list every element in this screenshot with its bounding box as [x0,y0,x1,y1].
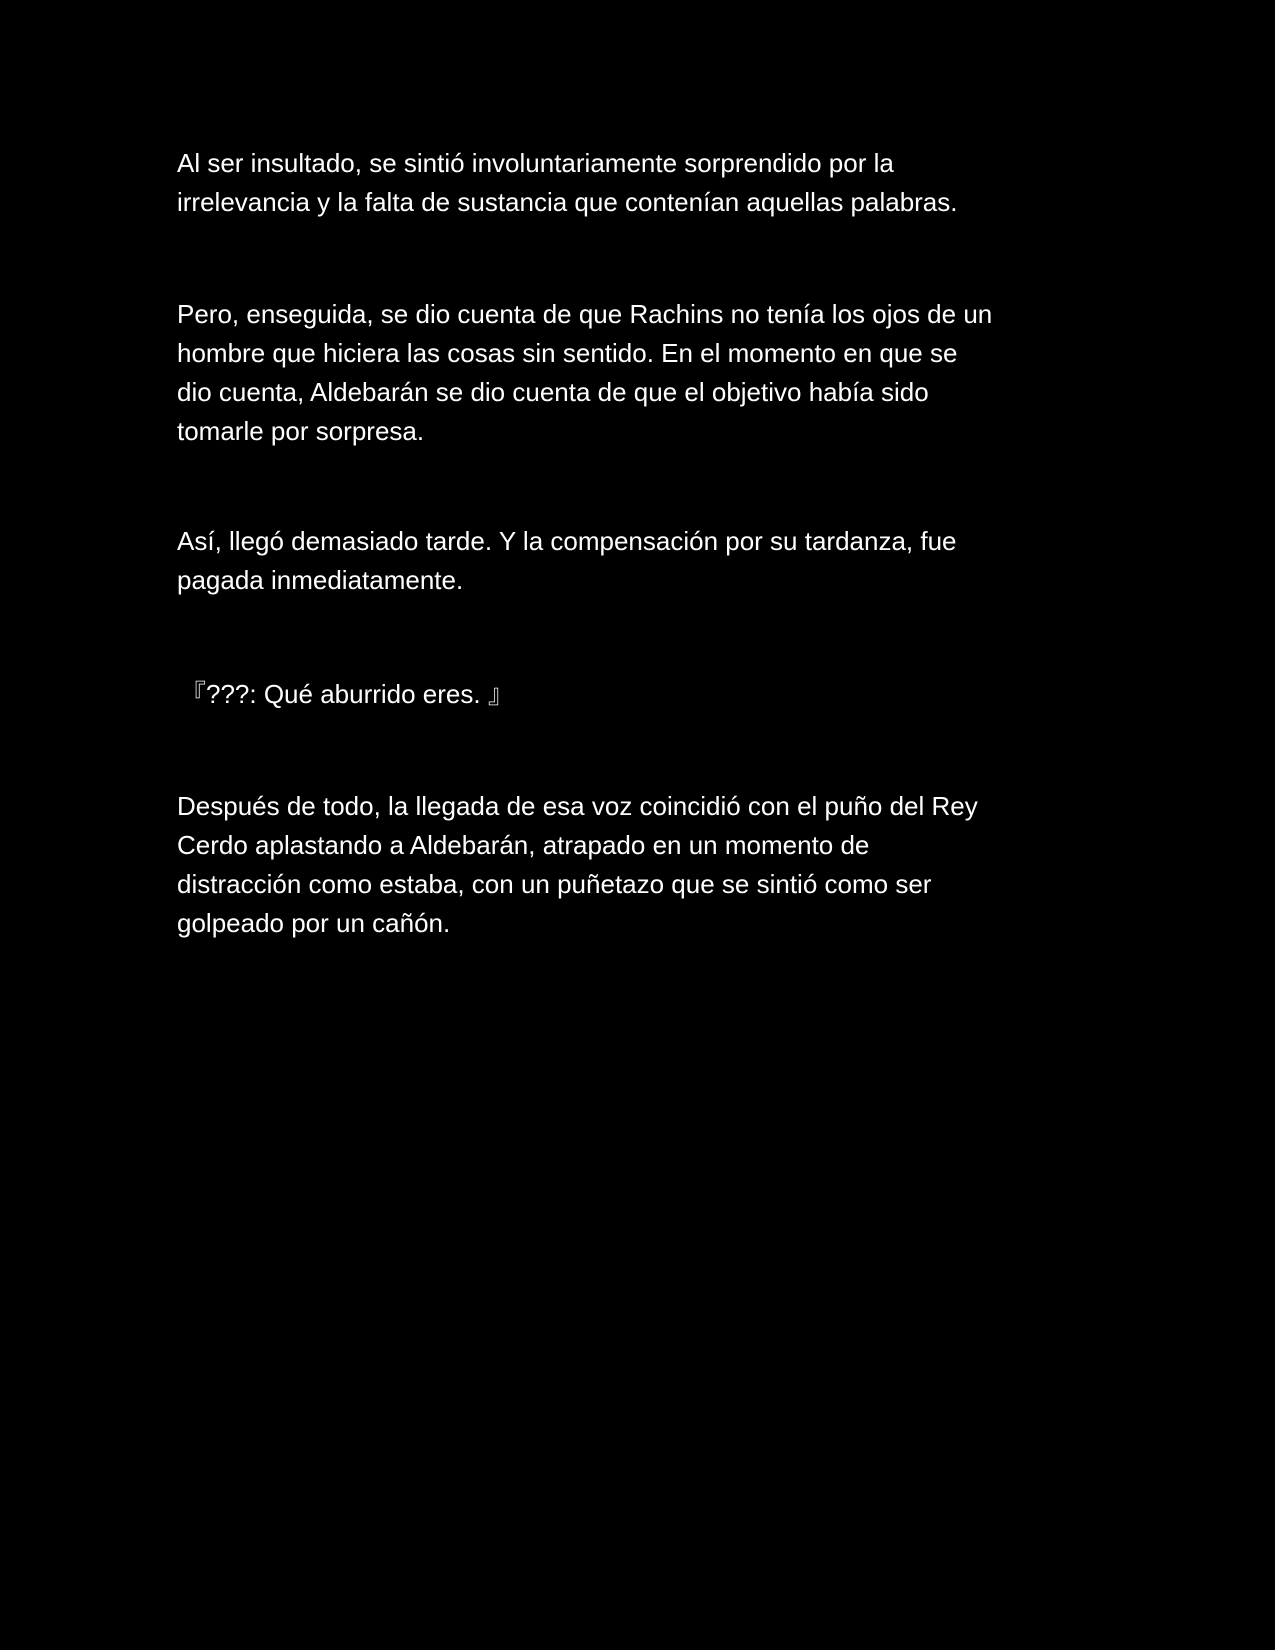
paragraph-punch: Después de todo, la llegada de esa voz coincidió con el puño del Rey Cerdo aplastando a Aldebarán, atrapado en un momento de distracción como estaba, con un puñetazo que se sintió como ser golpeado por un cañón. [177,791,978,938]
paragraph-too-late: Así, llegó demasiado tarde. Y la compensación por su tardanza, fue pagada inmediatamente. [177,526,957,595]
dialogue-line: 『???: Qué aburrido eres. 』 [180,679,514,709]
paragraph-insulted: Al ser insultado, se sintió involuntariamente sorprendido por la irrelevancia y la falta de sustancia que contenían aquellas palabras. [177,148,958,217]
paragraph-realization: Pero, enseguida, se dio cuenta de que Rachins no tenía los ojos de un hombre que hiciera las cosas sin sentido. En el momento en que se dio cuenta, Aldebarán se dio cuenta de que el objetivo había sido tomarle por sorpresa. [177,299,993,446]
